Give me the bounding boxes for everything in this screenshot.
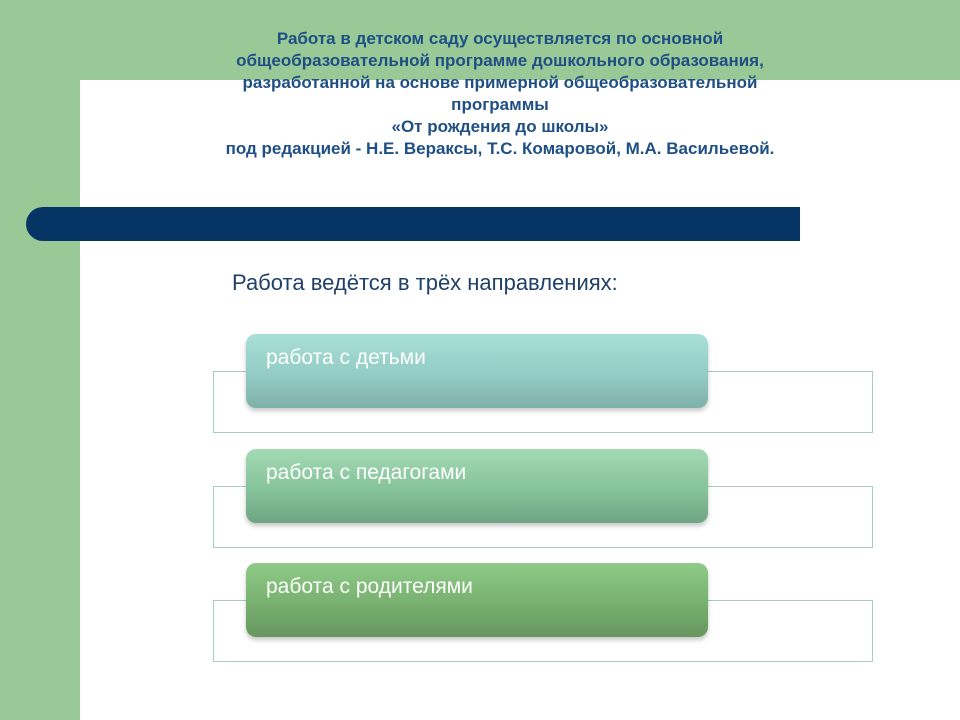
direction-card-children [246, 334, 708, 408]
direction-card-parents [246, 563, 708, 637]
title-line: программы [451, 95, 549, 114]
title-line: под редакцией - Н.Е. Вераксы, Т.С. Комаровой, М.А. Васильевой. [225, 139, 775, 158]
title-line: разработанной на основе примерной общеобразовательной [242, 73, 758, 92]
title-line: «От рождения до школы» [391, 117, 609, 136]
divider-bar [26, 207, 800, 241]
direction-label: работа с родителями [266, 575, 473, 598]
left-green-band [0, 0, 80, 720]
title-line: общеобразовательной программе дошкольного образования, [236, 51, 764, 70]
title-line: Работа в детском саду осуществляется по основной [276, 29, 724, 48]
slide-title [150, 28, 850, 160]
subtitle: Работа ведётся в трёх направлениях: [232, 270, 618, 295]
direction-label: работа с детьми [266, 346, 426, 369]
direction-label: работа с педагогами [266, 461, 467, 484]
direction-card-teachers [246, 449, 708, 523]
